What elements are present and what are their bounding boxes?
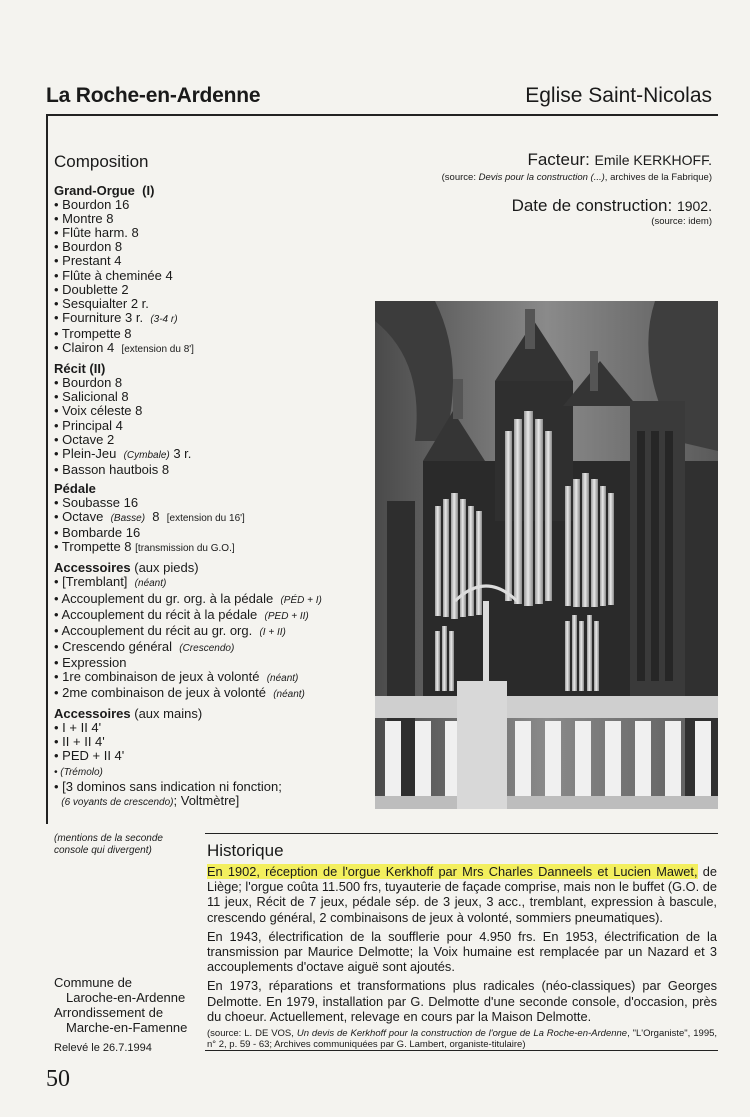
accessory-item: • 2me combinaison de jeux à volonté (néant): [54, 685, 305, 701]
accessory-item: • PED + II 4': [54, 748, 125, 764]
historique-rule: [205, 833, 718, 834]
highlighted-text: En 1902, réception de l'orgue Kerkhoff par Mrs Charles Danneels et Lucien Mawet,: [207, 864, 698, 879]
stop-item: • Bourdon 8: [54, 239, 123, 255]
facteur-line: Facteur: Emile KERKHOFF.: [527, 150, 712, 169]
accessory-item: • I + II 4': [54, 720, 102, 736]
accessory-item: • Expression: [54, 654, 127, 670]
stop-item: • Bombarde 16: [54, 525, 141, 541]
stop-item: • Soubasse 16: [54, 494, 139, 510]
left-rule: [46, 116, 48, 824]
church-title: Eglise Saint-Nicolas: [525, 84, 712, 107]
accessory-item: • Accouplement du gr. org. à la pédale (PÉD + I): [54, 590, 322, 606]
historique-source: (source: L. DE VOS, Un devis de Kerkhoff pour la construction de l'orgue de La Roche-en-Ardenne, "L'Organiste", 1995, n° 2, p. 59 - 63; Archives communiquées par G. Lambert, organiste-titulaire): [207, 1028, 718, 1051]
stop-item: • Flûte à cheminée 4: [54, 267, 173, 283]
accessory-item: • [Tremblant] (néant): [54, 574, 167, 590]
stop-item: • Bourdon 16: [54, 197, 130, 213]
stop-item: • Flûte harm. 8: [54, 225, 139, 241]
grand-orgue-heading: Grand-Orgue (I): [54, 183, 155, 198]
accessory-item: • 1re combinaison de jeux à volonté (néant): [54, 669, 299, 684]
accessory-item: • (Trémolo): [54, 766, 103, 778]
stop-item: • Basson hautbois 8: [54, 461, 170, 477]
accessory-item: • II + II 4': [54, 734, 105, 750]
historique-bottom-rule: [205, 1050, 718, 1051]
second-console-note: (mentions de la seconde console qui divergent): [54, 833, 163, 856]
date-source: (source: idem): [651, 216, 712, 227]
header-rule: [46, 114, 718, 116]
stop-item: • Trompette 8: [54, 325, 132, 341]
stop-item: • Octave 2: [54, 431, 115, 447]
stop-item: • Doublette 2: [54, 281, 129, 297]
stop-item: • Octave (Basse) 8 [extension du 16']: [54, 509, 245, 525]
stop-item: • Bourdon 8: [54, 375, 123, 391]
releve-date: Relevé le 26.7.1994: [54, 1042, 152, 1054]
stop-item: • Sesquialter 2 r.: [54, 295, 149, 311]
stop-item: • Prestant 4: [54, 253, 122, 269]
stop-item: • Montre 8: [54, 211, 114, 227]
stop-item: • Plein-Jeu (Cymbale) 3 r.: [54, 445, 192, 461]
stop-item: • Clairon 4 [extension du 8']: [54, 340, 194, 356]
town-title: La Roche-en-Ardenne: [46, 84, 261, 107]
stop-item: • Fourniture 3 r. (3-4 r): [54, 309, 178, 325]
composition-title: Composition: [54, 152, 149, 171]
accessory-item: • [3 dominos sans indication ni fonction;: [54, 778, 282, 794]
accessory-item: • Crescendo général (Crescendo): [54, 638, 235, 654]
historique-text: En 1902, réception de l'orgue Kerkhoff par Mrs Charles Danneels et Lucien Mawet, de Liège; l'orgue coûta 11.500 frs, tuyauterie de façade comprise, mais non le buffet (G.O. de 11 jeux, Récit de 7 jeux, pédale sép. de 3 jeux, 3 acc., tremblant, expression à bascule, crescendo général, 2 combinaisons de jeux à volonté, sommiers pneumatiques). En 1943, électrification de la soufflerie pour 4.950 frs. En 1953, électrification de la transmission par Maurice Delmotte; la Voix humaine est remplacée par un Nazard et 3 accouplements d'octave aiguë sont ajoutés. En 1973, réparations et transformations plus radicales (néo-classiques) par Georges Delmotte. En 1979, installation par G. Delmotte d'une seconde console, d'occasion, près du choeur. Actuellement, relevage en cours par la Maison Delmotte. (source: L. DE VOS, Un devis de Kerkhoff pour la construction de l'orgue de La Roche-en-Ardenne, "L'Organiste", 1995, n° 2, p. 59 - 63; Archives communiquées par G. Lambert, organiste-titulaire): [207, 864, 718, 1051]
date-construction-line: Date de construction: 1902.: [511, 196, 712, 215]
commune-block: Commune de Laroche-en-Ardenne Arrondissement de Marche-en-Famenne: [54, 975, 188, 1035]
historique-title: Historique: [207, 841, 284, 860]
stop-item: • Principal 4: [54, 417, 123, 433]
accessoires-pieds-heading: Accessoires (aux pieds): [54, 560, 199, 576]
stop-item: • Salicional 8: [54, 389, 129, 405]
stop-item: • Voix céleste 8: [54, 403, 143, 419]
page-number: 50: [46, 1066, 70, 1092]
recit-heading: Récit (II): [54, 361, 106, 377]
accessoires-mains-heading: Accessoires (aux mains): [54, 706, 203, 722]
organ-photograph: [375, 301, 718, 809]
accessory-item: • Accouplement du récit à la pédale (PED + II): [54, 606, 309, 622]
accessory-item: • Accouplement du récit au gr. org. (I + II): [54, 622, 286, 638]
pedale-heading: Pédale: [54, 480, 96, 496]
facteur-source: (source: Devis pour la construction (...), archives de la Fabrique): [441, 172, 712, 183]
composition-list: [54, 184, 374, 810]
accessory-item: (6 voyants de crescendo); Voltmètre]: [61, 792, 240, 808]
stop-item: • Trompette 8 [transmission du G.O.]: [54, 539, 235, 555]
